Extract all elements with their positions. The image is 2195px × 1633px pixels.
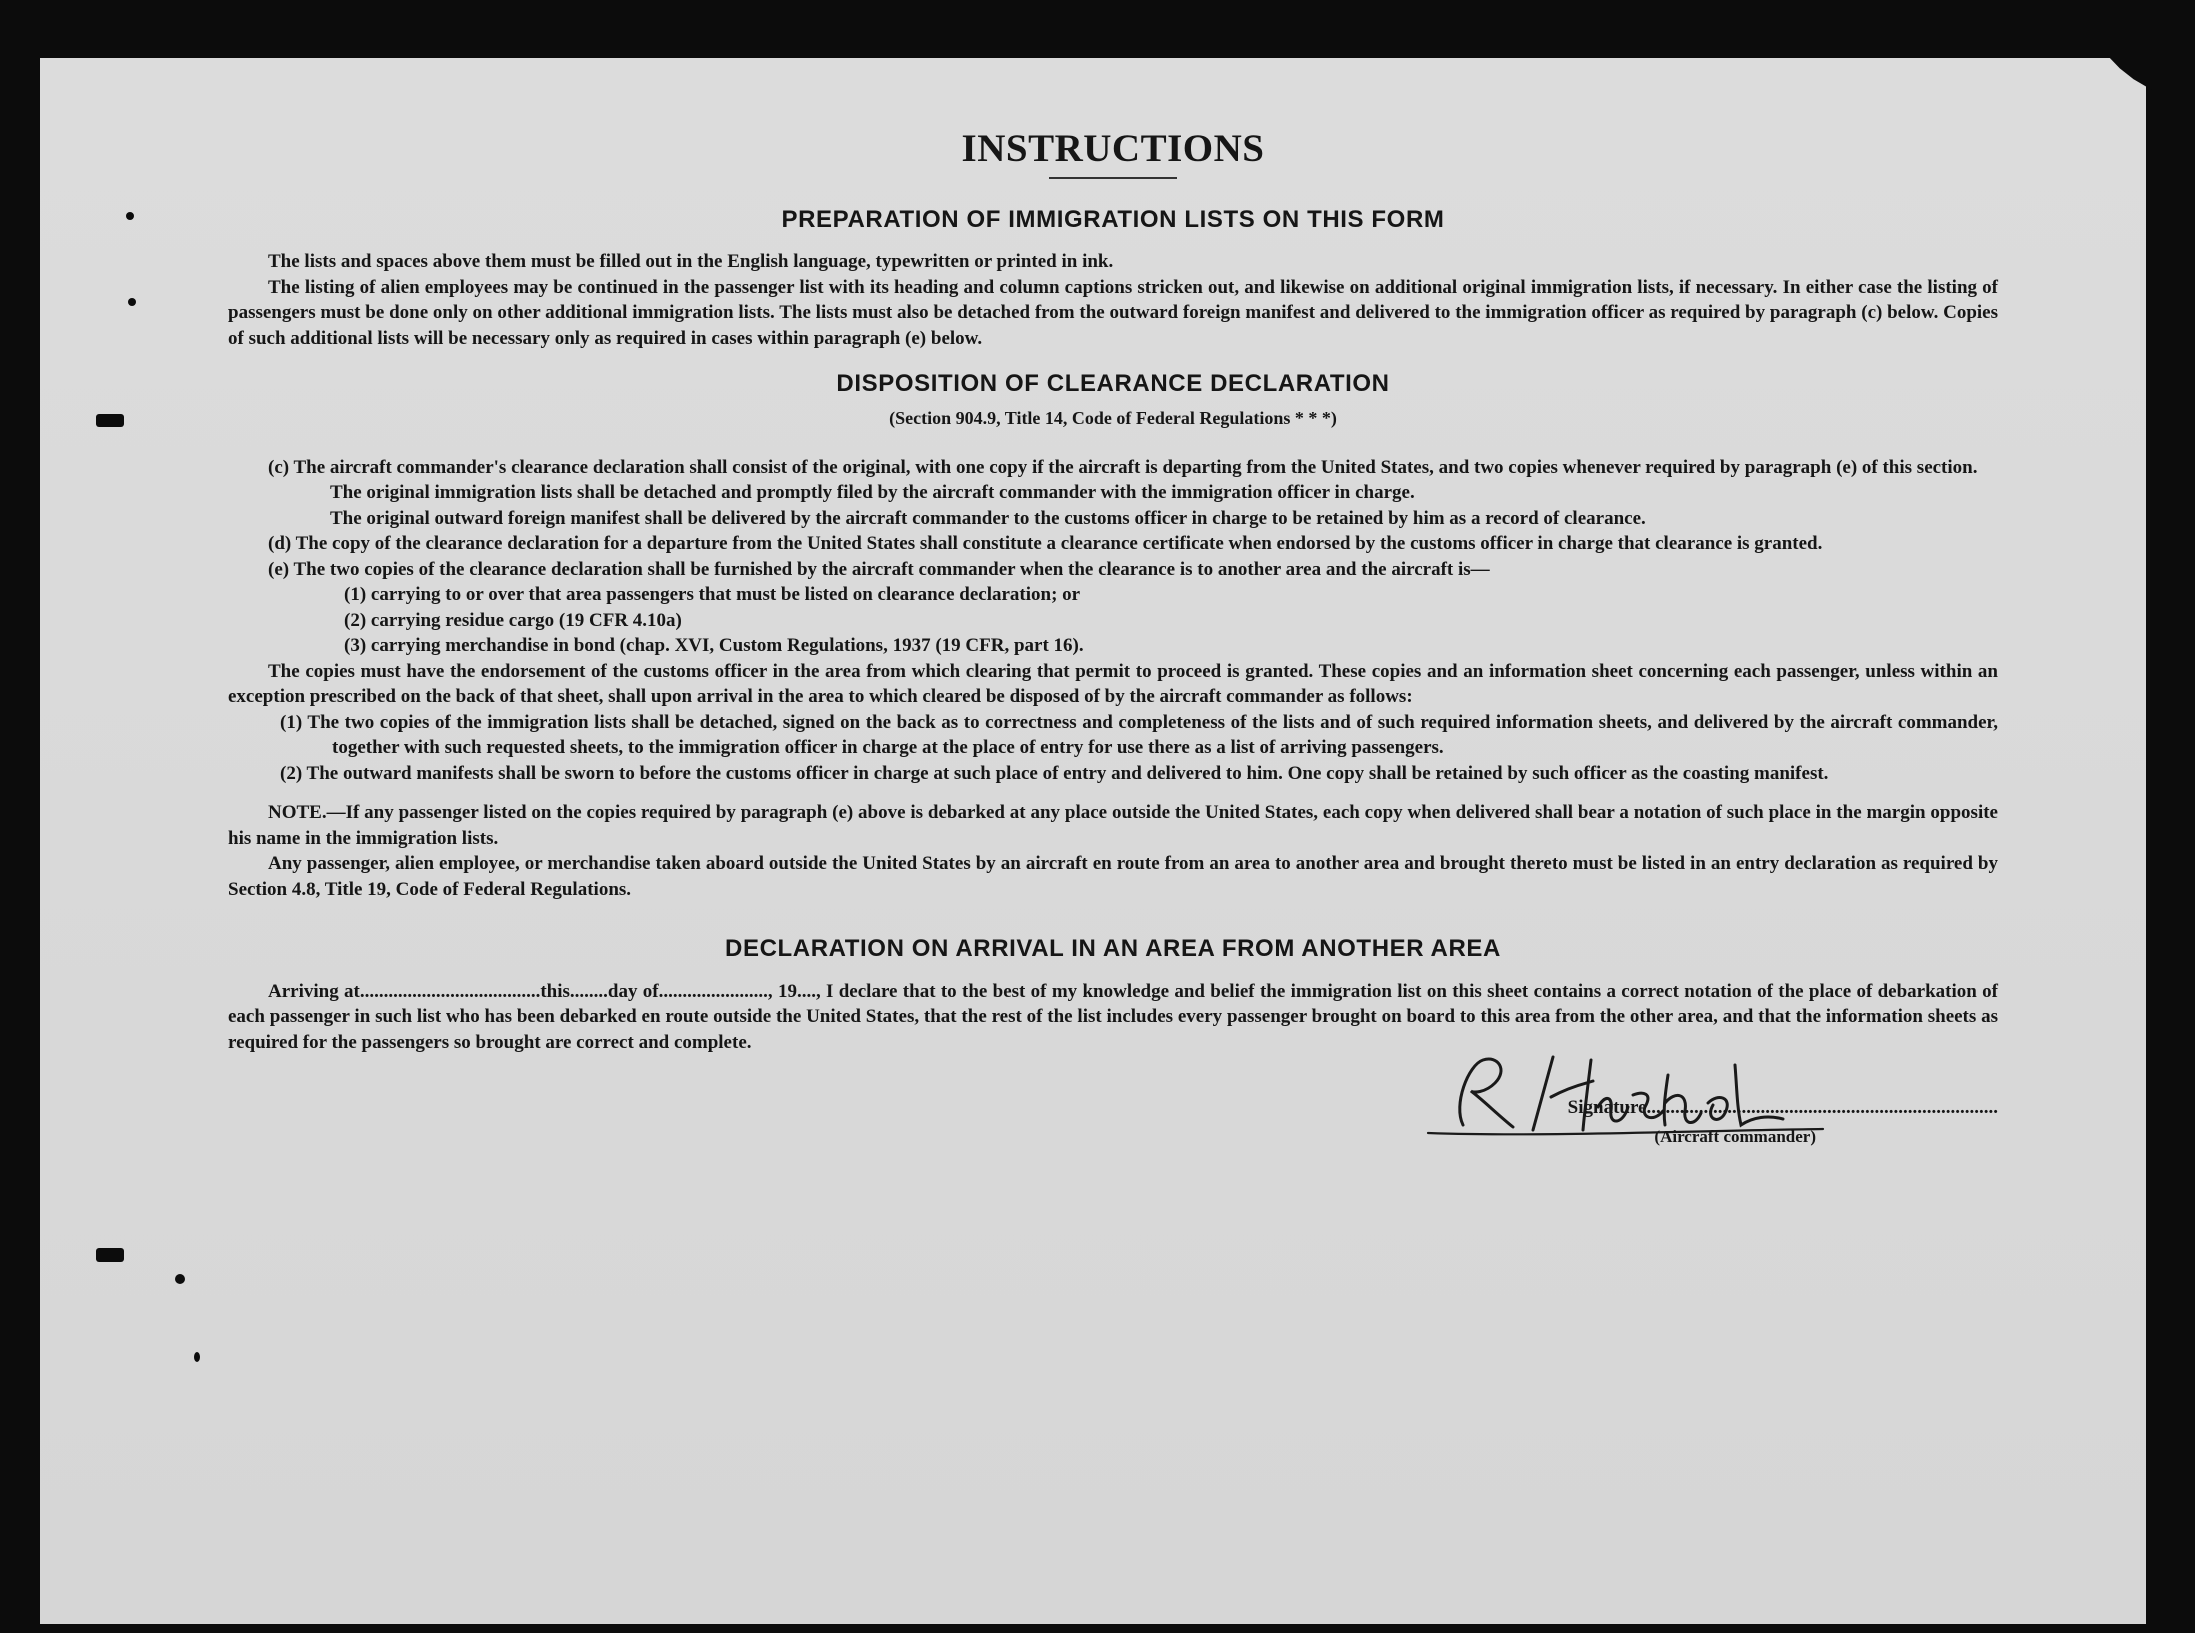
paragraph-c-immigration-lists: The original immigration lists shall be detached and promptly filed by the aircraft commander with the immigration officer in charge. [330,482,1415,504]
page-title: INSTRUCTIONS [961,127,1265,170]
document-sheet [40,58,2146,1624]
disposition-citation: (Section 904.9, Title 14, Code of Federal Regulations * * *) [889,407,1337,428]
punch-mark [194,1352,200,1362]
torn-corner [2106,54,2152,90]
preparation-paragraph-2: The listing of alien employees may be continued in the passenger list with its heading and column captions stricken out, and likewise on additional original immigration lists, if necessary. In either case the listing of passengers must be done only on other additional immigration lists. The lists must also be detached from the outward foreign manifest and delivered to the immigration officer as required by paragraph (c) below. Copies of such additional lists will be necessary only as required in cases within paragraph (e) below. [228,276,1998,349]
handwritten-signature [1423,1045,1843,1140]
note-paragraph: NOTE.—If any passenger listed on the copies required by paragraph (e) above is debarked at any place outside the United States, each copy when delivered shall bear a notation of such place in the margin opposite his name in the immigration lists. [228,802,1998,849]
arrival-declaration-text: Arriving at......................................this........day of......................., 19...., I declare that to the best of my knowledge and belief the immigration list on this sheet contains a correct notation of the place of debarkation of each passenger in such list who has been debarked en route outside the United States, that the rest of the list includes every passenger brought on board to this area from the other area, and that the information sheets as required for the passengers so brought are correct and complete. [228,980,1998,1053]
section-disposition [228,371,1998,902]
paragraph-e-item: (1) carrying to or over that area passengers that must be listed on clearance declaration; or [344,584,1081,606]
document-content [228,128,1998,1159]
section-arrival-declaration [228,935,1998,1147]
punch-mark [175,1274,185,1284]
paragraph-c-outward-manifest: The original outward foreign manifest shall be delivered by the aircraft commander to the customs officer in charge to be retained by him as a record of clearance. [330,507,1646,529]
signature-block [228,1079,1998,1147]
arrival-heading: DECLARATION ON ARRIVAL IN AN AREA FROM ANOTHER AREA [725,935,1501,963]
paragraph-e-item: (2) carrying residue cargo (19 CFR 4.10a) [344,609,682,631]
punch-mark [126,212,134,220]
preparation-heading: PREPARATION OF IMMIGRATION LISTS ON THIS FORM [781,205,1445,233]
paragraph-d: (d) The copy of the clearance declaration for a departure from the United States shall constitute a clearance certificate when endorsed by the customs officer in charge that clearance is granted. [268,533,1823,555]
paragraph-copies: The copies must have the endorsement of the customs officer in the area from which clearing that permit to proceed is granted. These copies and an information sheet concerning each passenger, unless within an exception prescribed on the back of that sheet, shall upon arrival in the area to which cleared be disposed of by the aircraft commander as follows: [228,660,1998,708]
disposition-heading: DISPOSITION OF CLEARANCE DECLARATION [836,370,1390,398]
punch-mark [96,414,124,427]
title-rule [1049,177,1177,179]
paragraph-e: (e) The two copies of the clearance declaration shall be furnished by the aircraft commander when the clearance is to another area and the aircraft is— [268,558,1490,580]
punch-mark [128,298,136,306]
arrival-disposition-item: (2) The outward manifests shall be sworn to before the customs officer in charge at such place of entry and delivered to him. One copy shall be retained by such officer as the coasting manifest. [280,762,1829,784]
paragraph-c: (c) The aircraft commander's clearance declaration shall consist of the original, with one copy if the aircraft is departing from the United States, and two copies whenever required by paragraph (e) of this section. [268,456,1978,478]
preparation-paragraph-1: The lists and spaces above them must be filled out in the English language, typewritten or printed in ink. [268,251,1114,273]
paragraph-e-item: (3) carrying merchandise in bond (chap. XVI, Custom Regulations, 1937 (19 CFR, part 16). [344,635,1084,657]
section-preparation [228,207,1998,351]
punch-mark [96,1248,124,1262]
signature-label: Signature.......................................................................... [1567,1097,1998,1119]
entry-declaration-paragraph: Any passenger, alien employee, or merchandise taken aboard outside the United States by an aircraft en route from an area to another area and brought thereto must be listed in an entry declaration as required by Section 4.8, Title 19, Code of Federal Regulations. [228,853,1998,900]
arrival-disposition-item: (1) The two copies of the immigration lists shall be detached, signed on the back as to correctness and completeness of the lists and of such required information sheets, and delivered by the aircraft commander, together with such requested sheets, to the immigration officer in charge at the place of entry for use there as a list of arriving passengers. [280,711,1998,759]
signature-caption: (Aircraft commander) [1654,1127,1816,1147]
